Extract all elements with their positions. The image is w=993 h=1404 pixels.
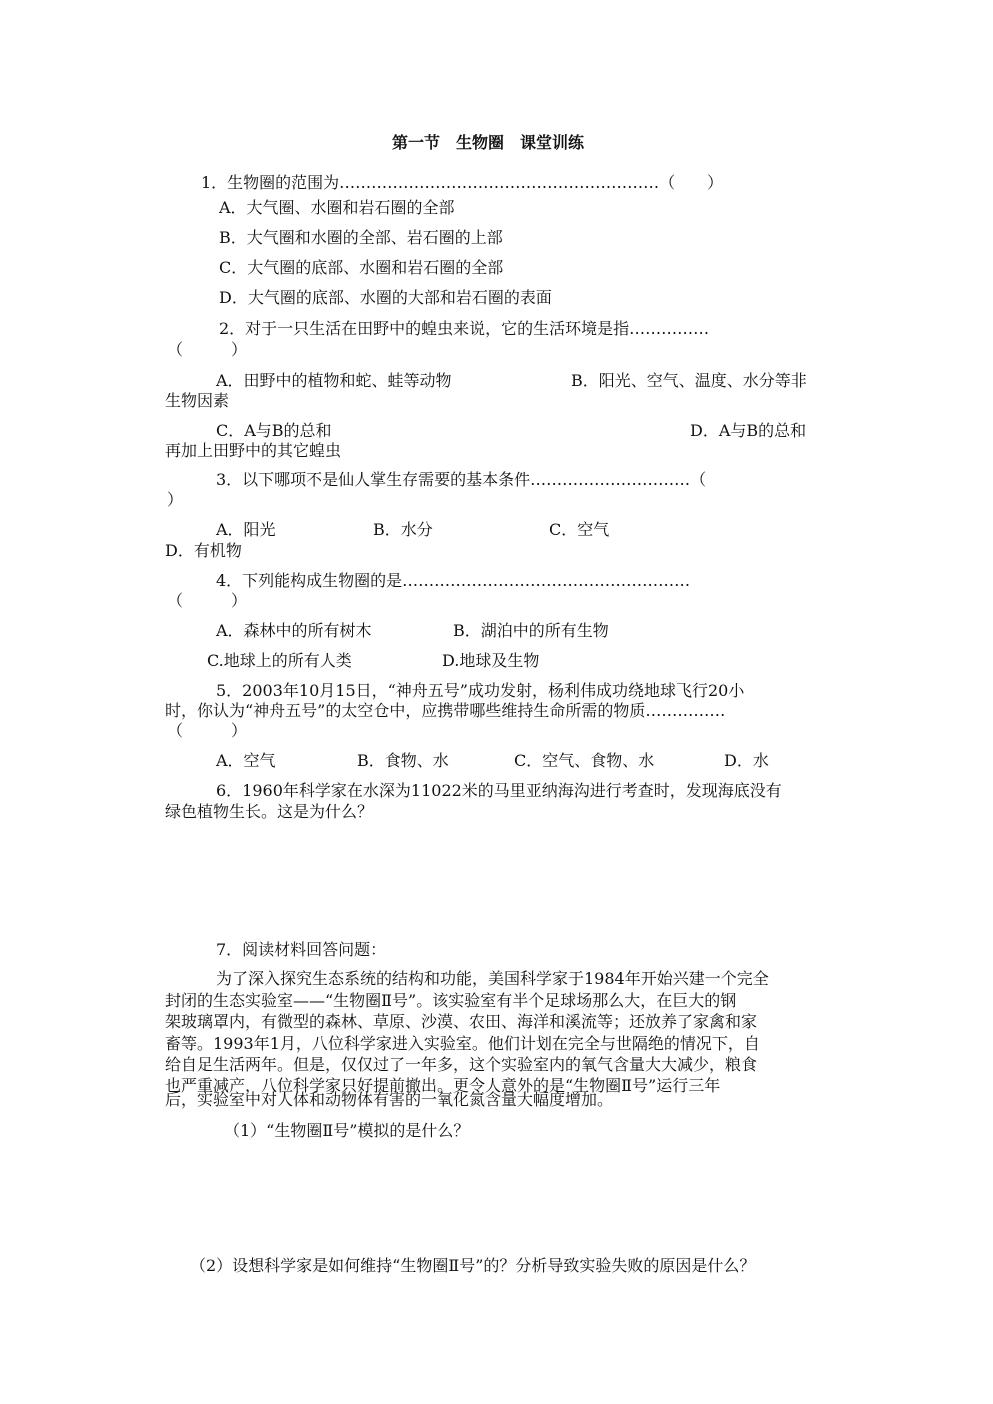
q7-passage-line-5: 给自足生活两年。但是，仅仅过了一年多，这个实验室内的氧气含量大大减少，粮食 [165, 1055, 758, 1074]
q1-stem: 1．生物圈的范围为……………………………………………………（ ） [201, 173, 724, 192]
q4-stem: 4．下列能构成生物圈的是……………………………………………… [216, 571, 691, 590]
page-title: 第一节 生物圈 课堂训练 [392, 133, 585, 152]
q4-option-c: C.地球上的所有人类 [207, 651, 352, 670]
q2-option-c: C．A与B的总和 [216, 421, 332, 440]
q5-line-2: 时，你认为“神舟五号”的太空仓中，应携带哪些维持生命所需的物质…………… [165, 701, 726, 720]
q4-answer-paren: （ ） [167, 591, 248, 610]
q3-option-a: A．阳光 [216, 520, 276, 539]
q7-passage-line-7: 后，实验室中对人体和动物体有害的一氧化氮含量大幅度增加。 [165, 1090, 614, 1109]
q4-option-d: D.地球及生物 [442, 651, 540, 670]
q7-passage-line-4: 畜等。1993年1月，八位科学家进入实验室。他们计划在完全与世隔绝的情况下，自 [165, 1034, 760, 1053]
q7-passage-line-1: 为了深入探究生态系统的结构和功能，美国科学家于1984年开始兴建一个完全 [216, 969, 769, 988]
q5-option-a: A．空气 [216, 751, 276, 770]
q1-option-d: D．大气圈的底部、水圈的大部和岩石圈的表面 [219, 288, 552, 307]
q6-line-1: 6．1960年科学家在水深为11022米的马里亚纳海沟进行考查时，发现海底没有 [216, 781, 782, 800]
q1-option-a: A．大气圈、水圈和岩石圈的全部 [219, 198, 455, 217]
q3-option-b: B．水分 [373, 520, 433, 539]
q3-option-c: C．空气 [549, 520, 610, 539]
q4-option-a: A．森林中的所有树木 [216, 621, 372, 640]
q7-passage-line-2: 封闭的生态实验室——“生物圈Ⅱ号”。该实验室有半个足球场那么大，在巨大的钢 [165, 991, 737, 1010]
q7-passage-line-3: 架玻璃罩内，有微型的森林、草原、沙漠、农田、海洋和溪流等；还放养了家禽和家 [165, 1012, 758, 1031]
q4-option-b: B．湖泊中的所有生物 [453, 621, 609, 640]
q3-answer-paren-close: ） [167, 490, 184, 509]
q7-stem: 7．阅读材料回答问题： [216, 940, 387, 959]
q3-option-d: D．有机物 [165, 541, 242, 560]
q2-option-b-continued: 生物因素 [165, 391, 230, 410]
q5-option-d: D．水 [724, 751, 769, 770]
q2-option-b: B．阳光、空气、温度、水分等非 [571, 371, 807, 390]
q2-option-d-continued: 再加上田野中的其它蝗虫 [165, 441, 342, 460]
q7-passage-line-6: 也严重减产，八位科学家只好提前撤出。更令人意外的是“生物圈Ⅱ号”运行三年 [165, 1076, 721, 1095]
q2-option-a: A．田野中的植物和蛇、蛙等动物 [216, 371, 452, 390]
q5-line-1: 5．2003年10月15日，“神舟五号”成功发射，杨利伟成功绕地球飞行20小 [216, 681, 745, 700]
q3-stem: 3．以下哪项不是仙人掌生存需要的基本条件…………………………（ [216, 470, 707, 489]
q1-option-b: B．大气圈和水圈的全部、岩石圈的上部 [219, 228, 503, 247]
q7-subquestion-1: （1）“生物圈Ⅱ号”模拟的是什么？ [224, 1121, 470, 1140]
q2-option-d: D．A与B的总和 [690, 421, 807, 440]
q6-line-2: 绿色植物生长。这是为什么？ [165, 802, 374, 821]
q2-stem: 2．对于一只生活在田野中的蝗虫来说，它的生活环境是指…………… [219, 319, 710, 338]
q5-answer-paren: （ ） [167, 721, 248, 740]
q2-answer-paren: （ ） [167, 340, 248, 359]
q1-option-c: C．大气圈的底部、水圈和岩石圈的全部 [219, 258, 504, 277]
q5-option-b: B．食物、水 [357, 751, 449, 770]
q7-subquestion-2: （2）设想科学家是如何维持“生物圈Ⅱ号”的？分析导致实验失败的原因是什么？ [190, 1256, 756, 1275]
q5-option-c: C．空气、食物、水 [514, 751, 655, 770]
